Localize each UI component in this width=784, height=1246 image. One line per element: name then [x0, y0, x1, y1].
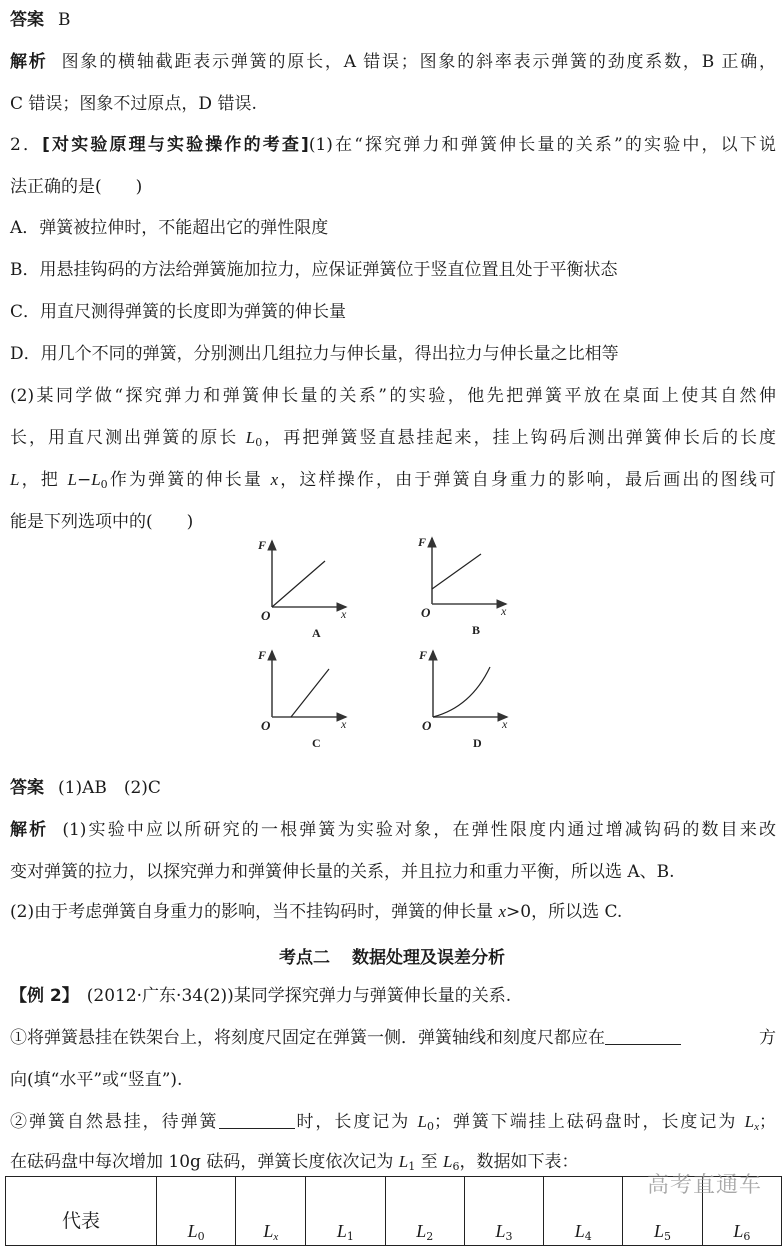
graph-option-label: B	[472, 623, 481, 637]
var-l: L	[416, 1221, 427, 1241]
axis-label-f: F	[419, 648, 428, 662]
analysis-tag: 解析	[10, 820, 49, 840]
table-header-cell	[157, 1177, 236, 1246]
question-2-stem-line-2: 法正确的是( )	[10, 177, 143, 197]
table-header-cell	[385, 1177, 464, 1246]
step-1-line-1	[10, 1026, 776, 1050]
question-number: 2．	[10, 135, 43, 155]
table-header-cell	[306, 1177, 385, 1246]
text: ；弹簧下端挂上砝码盘时，长度记为	[434, 1112, 745, 1132]
analysis-2-line-3	[10, 900, 776, 924]
subscript: 4	[584, 1230, 592, 1243]
analysis-tag: 解析	[10, 52, 48, 72]
option-label: C．	[10, 302, 41, 322]
text: 至	[415, 1152, 444, 1172]
part-2-line-1: (2)某同学做“探究弹力和弹簧伸长量的关系”的实验，他先把弹簧平放在桌面上使其自然伸	[10, 386, 776, 406]
text: ；	[759, 1112, 777, 1132]
origin-label: O	[261, 608, 271, 623]
subscript: 0	[255, 436, 263, 449]
option-text: 用几个不同的弹簧，分别测出几组拉力与伸长量，得出拉力与伸长量之比相等	[40, 344, 619, 364]
option-d	[10, 342, 776, 366]
text: 在砝码盘中每次增加 10g 砝码，弹簧长度依次记为	[10, 1152, 399, 1172]
analysis-text: 图象的横轴截距表示弹簧的原长，A 错误；图象的斜率表示弹簧的劲度系数，B 正确，	[61, 52, 777, 72]
text: ，这样操作，由于弹簧自身重力的影响，最后画出的图线可	[278, 470, 777, 490]
origin-label: O	[422, 718, 432, 733]
option-c	[10, 300, 776, 324]
subscript: 0	[427, 1120, 435, 1133]
graph-line-c	[291, 669, 329, 717]
option-label: B．	[10, 260, 40, 280]
subscript: 2	[426, 1230, 434, 1243]
analysis-1-line-2: C 错误；图象不过原点，D 错误.	[10, 94, 257, 114]
answer-tag: 答案	[10, 778, 44, 798]
answer-value: (1)AB (2)C	[58, 778, 161, 798]
answer-2	[10, 776, 776, 800]
option-text: 弹簧被拉伸时，不能超出它的弹性限度	[39, 218, 329, 238]
graph-line-a	[272, 561, 325, 607]
analysis-2-line-2: 变对弹簧的拉力，以探究弹力和弹簧伸长量的关系，并且拉力和重力平衡，所以选 A、B.	[10, 862, 675, 882]
text: ①将弹簧悬挂在铁架台上，将刻度尺固定在弹簧一侧．弹簧轴线和刻度尺都应在	[10, 1028, 605, 1048]
option-label: D．	[10, 344, 41, 364]
table-header-cell	[544, 1177, 623, 1246]
analysis-2-line-1	[10, 818, 776, 842]
text: 作为弹簧的伸长量	[107, 470, 271, 490]
subscript: x	[754, 1121, 760, 1133]
answer-tag: 答案	[10, 10, 44, 30]
subscript: 1	[346, 1230, 354, 1243]
var-l: L	[574, 1221, 585, 1241]
var-l: L	[67, 470, 77, 489]
text: ，再把弹簧竖直悬挂起来，挂上钩码后测出弹簧伸长后的长度	[262, 428, 777, 448]
option-text: 用直尺测得弹簧的长度即为弹簧的伸长量	[40, 302, 347, 322]
part-2-line-4: 能是下列选项中的( )	[10, 512, 194, 532]
origin-label: O	[261, 718, 271, 733]
question-text: (1)在“探究弹力和弹簧伸长量的关系”的实验中，以下说	[308, 135, 776, 155]
example-source: (2012·广东·34(2))	[86, 986, 234, 1006]
axis-label-x: x	[341, 717, 347, 731]
question-topic: [对实验原理与实验操作的考查]	[42, 135, 309, 155]
step-2-line	[10, 1110, 776, 1139]
var-x: x	[270, 470, 279, 489]
subscript: x	[273, 1231, 279, 1243]
part-2-line-3	[10, 468, 776, 497]
var-l: L	[654, 1221, 665, 1241]
option-b	[10, 258, 776, 282]
answer-value: B	[58, 10, 71, 30]
graph-option-label: C	[312, 736, 321, 750]
var-l: L	[187, 1221, 198, 1241]
text: >0，所以选 C.	[506, 902, 623, 922]
axis-label-f: F	[258, 538, 267, 552]
var-l: L	[417, 1112, 428, 1131]
subscript: 0	[100, 478, 108, 491]
watermark: 高考直通车	[647, 1173, 763, 1198]
var-l: L	[744, 1112, 755, 1131]
graph-curve-d	[433, 667, 490, 717]
var-l: L	[443, 1152, 453, 1171]
graph-option-label: A	[312, 626, 321, 640]
var-l: L	[495, 1221, 506, 1241]
table-header-label: 代表	[6, 1177, 157, 1246]
fill-blank-direction[interactable]	[605, 1026, 681, 1045]
axis-label-x: x	[501, 604, 507, 618]
option-text: 用悬挂钩码的方法给弹簧施加拉力，应保证弹簧位于竖直位置且处于平衡状态	[39, 260, 618, 280]
section-heading	[0, 943, 784, 968]
minus: −	[76, 470, 92, 490]
text: 方	[759, 1028, 776, 1048]
analysis-text: (1)实验中应以所研究的一根弹簧为实验对象，在弹性限度内通过增减钩码的数目来改	[62, 820, 776, 840]
subscript: 0	[197, 1230, 205, 1243]
analysis-1-line-1	[10, 50, 776, 74]
section-title: 数据处理及误差分析	[352, 948, 505, 968]
fill-blank-state[interactable]	[219, 1110, 295, 1129]
text: ，把	[19, 470, 68, 490]
example-2-title	[10, 984, 776, 1008]
graph-option-label: D	[473, 736, 482, 750]
section-number: 考点二	[279, 948, 330, 968]
subscript: 1	[408, 1160, 416, 1173]
var-l: L	[263, 1221, 274, 1241]
graph-line-b	[432, 554, 481, 589]
answer-1	[10, 8, 776, 32]
origin-label: O	[421, 605, 431, 620]
axis-label-f: F	[418, 535, 427, 549]
var-l: L	[91, 470, 101, 489]
text: (2)由于考虑弹簧自身重力的影响，当不挂钩码时，弹簧的伸长量	[10, 902, 499, 922]
example-text: 某同学探究弹力与弹簧伸长量的关系.	[233, 986, 512, 1006]
part-2-line-2	[10, 426, 776, 455]
subscript: 6	[743, 1230, 751, 1243]
text: ②弹簧自然悬挂，待弹簧	[10, 1112, 219, 1132]
example-tag: 【例 2】	[10, 986, 79, 1006]
table-header-cell	[236, 1177, 306, 1246]
axis-label-x: x	[502, 717, 508, 731]
axis-label-x: x	[341, 607, 347, 621]
var-l: L	[10, 470, 20, 489]
axis-label-f: F	[258, 648, 267, 662]
subscript: 6	[452, 1160, 460, 1173]
option-a	[10, 216, 776, 240]
var-x: x	[498, 902, 507, 921]
text: 时，长度记为	[294, 1112, 418, 1132]
var-l: L	[398, 1152, 409, 1171]
var-l: L	[245, 428, 256, 447]
text: ，数据如下表：	[459, 1152, 579, 1172]
subscript: 3	[505, 1230, 513, 1243]
var-l: L	[336, 1221, 347, 1241]
text: 长，用直尺测出弹簧的原长	[10, 428, 246, 448]
question-2-stem-line-1	[10, 133, 776, 157]
table-header-cell	[464, 1177, 543, 1246]
option-label: A．	[10, 218, 40, 238]
graph-options-figure	[0, 530, 784, 760]
step-1-line-2: 向(填“水平”或“竖直”).	[10, 1070, 183, 1090]
subscript: 5	[664, 1230, 672, 1243]
var-l: L	[733, 1221, 744, 1241]
